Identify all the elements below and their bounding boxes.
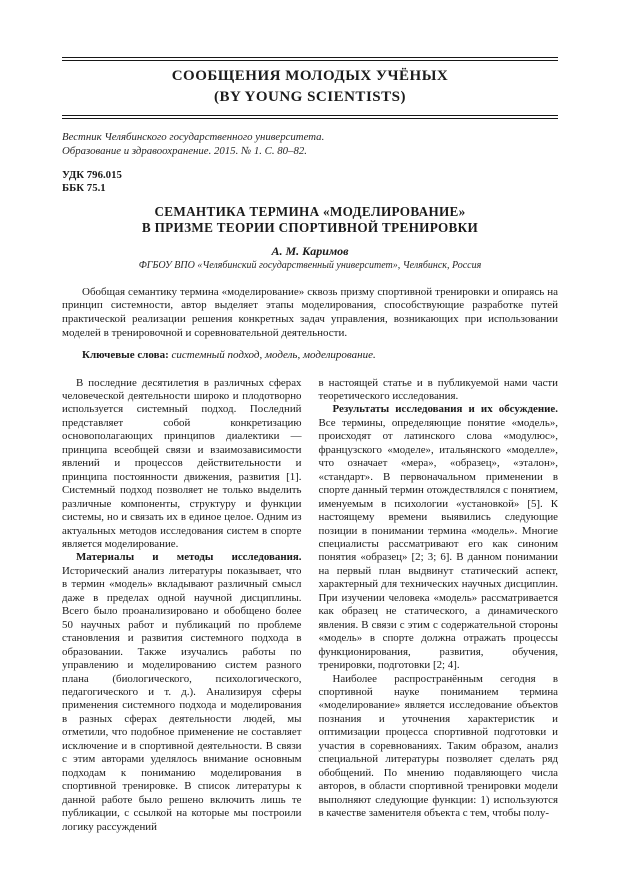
keywords-list: системный подход, модель, моделирование. — [171, 348, 376, 361]
paragraph-text: Все термины, определяющие понятие «модель», происходят от латинского слова «модулюс», французского «моделе», итальянского «моделле», что означает «мера», «образец», «эталон», «стандарт». В первоначальном применении в спорте данный термин отождествлялся с понятием, именуемым в психологии «установкой» [5]. К настоящему времени выявились следующие позиции в понимании термина «модель». Многие специалисты рассматривают его как синоним понятия «образец» [2; 3; 6]. В данном понимании на первый план выдвинут статический аспект, характерный для технических научных дисциплин. При изучении человека «модель» рассматривается как образец не статического, а динамического явления. В связи с этим с содержательной стороны «модель» в спорте должна отражать процессы функционирования, развития, обучения, тренировки, подготовки [2; 4]. — [318, 416, 558, 672]
paragraph-text: В последние десятилетия в различных сферах человеческой деятельности широко и плодотворно используется системный подход. Последний представляет собой конкретизацию основополагающих принципов диалектики — принципа всеобщей связи и взаимозависимости явлений и процессов действительности и принципа постоянности движения, развития [1]. Системный подход позволяет не только выделить различные компоненты, структуру и функции системы, но и связать их в единое целое. Одним из актуальных методов исследования систем в спорте является моделирование. — [62, 376, 302, 551]
article-title — [62, 204, 558, 236]
author-affiliation: ФГБОУ ВПО «Челябинский государственный университет», Челябинск, Россия — [138, 259, 482, 271]
keywords-line — [62, 349, 558, 363]
section-banner-title-en: (BY YOUNG SCIENTISTS) — [214, 89, 406, 105]
article-title-line2: В ПРИЗМЕ ТЕОРИИ СПОРТИВНОЙ ТРЕНИРОВКИ — [141, 219, 479, 235]
body-paragraph-results — [319, 403, 559, 672]
classification-codes — [62, 169, 558, 194]
journal-reference-line1: Вестник Челябинского государственного университета. — [62, 131, 325, 143]
right-column — [319, 377, 559, 834]
article-title-line1: СЕМАНТИКА ТЕРМИНА «МОДЕЛИРОВАНИЕ» — [154, 204, 466, 219]
section-banner — [62, 57, 558, 119]
left-column — [62, 377, 302, 834]
body-paragraph-intro — [62, 377, 302, 552]
body-paragraph-continuation — [319, 377, 559, 404]
paragraph-lead: Материалы и методы исследования. — [76, 551, 302, 564]
body-paragraph-materials — [62, 551, 302, 834]
author-name: А. М. Каримов — [271, 243, 349, 258]
udk-code: УДК 796.015 — [62, 169, 122, 181]
paragraph-text: в настоящей статье и в публикуемой нами части теоретического исследования. — [318, 376, 558, 403]
keywords-label: Ключевые слова: — [82, 348, 169, 361]
journal-reference — [62, 131, 558, 158]
journal-reference-line2: Образование и здравоохранение. 2015. № 1. С. 80–82. — [62, 144, 307, 157]
article-abstract: Обобщая семантику термина «моделирование» сквозь призму спортивной тренировки и опираясь на принцип системности, автор выделяет этапы моделирования, способствующие разработке путей практической реализации решения конкретных задач управления, возникающих при использовании моделей в тренировочной и соревновательной деятельности. — [62, 285, 558, 339]
bbk-code: ББК 75.1 — [62, 181, 106, 194]
body-paragraph-discussion — [319, 673, 559, 821]
paragraph-text: Наиболее распространённым сегодня в спортивной науке пониманием термина «моделирование» является исследование объектов познания и уточнения характеристик и оптимизации процесса спортивной подготовки и участия в соревнованиях. Таким образом, анализ специальной литературы позволяет сделать ряд обобщений. По мнению подавляющего числа авторов, в области спортивной тренировки модели выполняют следующие функции: 1) используются в качестве заменителя объекта с тем, чтобы полу- — [318, 672, 558, 820]
section-banner-title-ru: СООБЩЕНИЯ МОЛОДЫХ УЧЁНЫХ — [171, 68, 449, 84]
paragraph-lead: Результаты исследования и их обсуждение. — [332, 403, 558, 416]
paragraph-text: Исторический анализ литературы показывает, что в термин «модель» вкладывают различный смысл даже в пределах одной научной дисциплины. Всего было проанализировано и обобщено более 50 научных работ и публикаций по проблеме становления и развития системного подхода в образовании. Также изучались работы по управлению и моделированию систем разного плана (биологического, психологического, педагогического и т. д.). Анализируя сферы применения системного подхода и моделирования в разных сферах деятельности людей, мы отметили, что подобное применение не составляет исключение и в спортивной деятельности. В связи с этим авторами уделялось внимание основным подходам к пониманию моделирования в спортивной тренировке. В список литературы к данной работе было решено включить лишь те публикации, с ссылкой на которые мы построили логику рассуждений — [62, 564, 302, 833]
article-body — [62, 377, 558, 834]
